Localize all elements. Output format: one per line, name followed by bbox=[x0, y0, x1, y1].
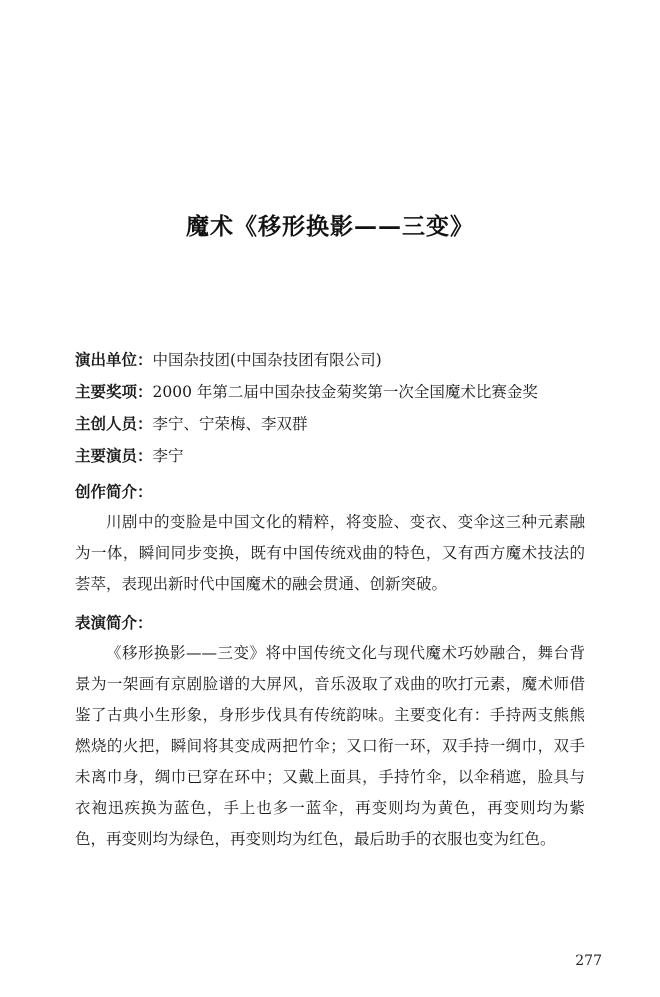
meta-label: 主创人员： bbox=[75, 414, 153, 433]
meta-value: 李宁 bbox=[152, 447, 184, 465]
meta-label: 主要奖项： bbox=[75, 382, 153, 401]
meta-label: 演出单位： bbox=[75, 350, 153, 369]
meta-row-awards bbox=[75, 377, 585, 407]
section-heading-creation: 创作简介： bbox=[75, 482, 153, 501]
meta-row-creators bbox=[75, 409, 585, 439]
meta-row-performing-unit bbox=[75, 345, 585, 375]
section-paragraph-creation: 川剧中的变脸是中国文化的精粹，将变脸、变衣、变伞这三种元素融为一体，瞬间同步变换，既有中国传统戏曲的特色，又有西方魔术技法的荟萃，表现出新时代中国魔术的融会贯通、创新突破。 bbox=[75, 513, 585, 593]
meta-value: 2000 年第二届中国杂技金菊奖第一次全国魔术比赛金奖 bbox=[152, 383, 538, 401]
document-body bbox=[75, 345, 585, 855]
meta-value: 中国杂技团(中国杂技团有限公司) bbox=[152, 351, 382, 369]
meta-label: 主要演员： bbox=[75, 446, 153, 465]
page-title: 魔术《移形换影——三变》 bbox=[186, 213, 474, 240]
meta-value: 李宁、宁荣梅、李双群 bbox=[152, 415, 308, 433]
meta-row-lead-performer bbox=[75, 441, 585, 471]
section-heading-performance: 表演简介： bbox=[75, 613, 153, 632]
page-number: 277 bbox=[575, 953, 602, 969]
section-paragraph-performance: 《移形换影——三变》将中国传统文化与现代魔术巧妙融合，舞台背景为一架画有京剧脸谱的大屏风，音乐汲取了戏曲的吹打元素，魔术师借鉴了古典小生形象，身形步伐具有传统韵味。主要变化有：手持两支熊熊燃烧的火把，瞬间将其变成两把竹伞；又口衔一环，双手持一绸巾，双手未离巾身，绸巾已穿在环中；又戴上面具，手持竹伞，以伞稍遮，脸具与衣袍迅疾换为蓝色，手上也多一蓝伞，再变则均为黄色，再变则均为紫色，再变则均为绿色，再变则均为红色，最后助手的衣服也变为红色。 bbox=[75, 644, 585, 848]
